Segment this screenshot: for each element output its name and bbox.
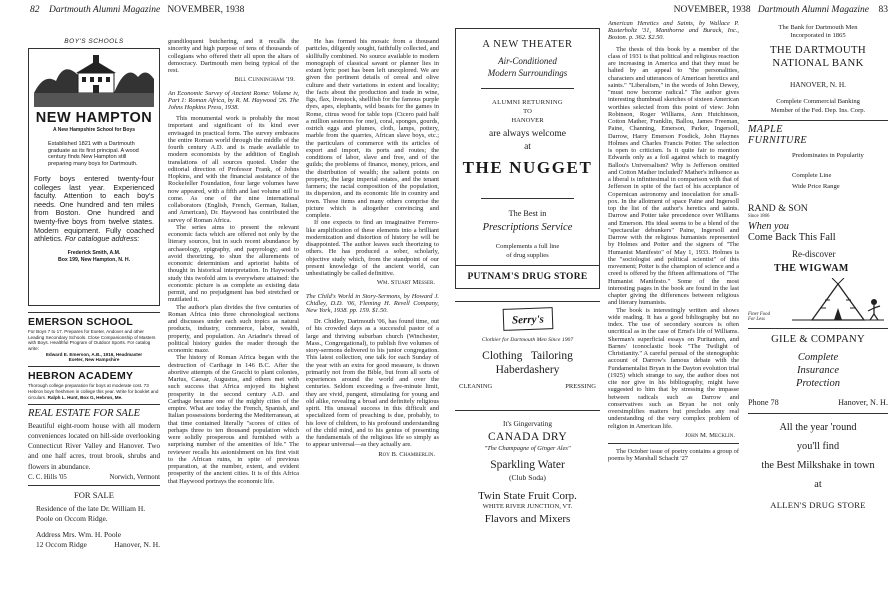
- hebron-contact: Ralph L. Hunt, Box G, Hebron, Me.: [47, 394, 123, 400]
- magazine-title: Dartmouth Alumni Magazine: [49, 5, 161, 15]
- wigwam-tent-icon: [792, 278, 884, 322]
- serrys-pressing: PRESSING: [565, 383, 596, 390]
- bank-line: The Bank for Dartmouth Men: [778, 24, 858, 31]
- gile-line: Complete: [797, 352, 839, 363]
- hebron-academy-name: HEBRON ACADEMY: [28, 370, 134, 383]
- review-heading: American Heretics and Saints, by Wallace P. Rusterholtz '31, Manthorne and Burack, Inc., Boston. p. 362. $2.50.: [608, 20, 739, 42]
- emerson-contact: Edward E. Emerson, A.B., 1916, Headmaster: [45, 352, 143, 358]
- divider: [481, 198, 574, 199]
- theater-at: at: [524, 142, 531, 152]
- twin-state-city: WHITE RIVER JUNCTION, VT.: [482, 503, 573, 510]
- allens-line: All the year 'round: [779, 422, 857, 433]
- issue-date: NOVEMBER, 1938: [167, 5, 245, 15]
- serrys-services: [459, 383, 596, 390]
- review-paragraph: He has formed his mosaic from a thousand particles, diligently sought, faithfully collected, and skillfully combined. No source available to modern monograph of classical savant or planner lies in extant lyric poet has been left unexplored. We are given the pertinent details of cereal and olive culture and their variations in extent and locality; the facts about the production and trade in wine, figs, flax, livestock, shellfish for the famous purple dyes, apes, elephants, wild beasts for the games in Rome, citrus wood for table tops (Cicero paid half a million sesterces for one), coral, sponges, gourds, ostrich eggs and plumes, cloth, lamps, pottery, marble from the quarries, African slave boys, etc.; the particulars of commerce with its articles of export and import, its ports and routes; the conditions of labor, slave and free, and of the guilds; the problems of finance, money, prices, and the distribution of wealth; the salient points on property, the large imperial estates, and the tenant farmers; the racial composition of the population, its dispersion, and its economic life in country and town. These items and many others comprise the picture which is altogether convincing and complete.: [306, 38, 439, 219]
- right-page-header: [674, 5, 888, 15]
- for-sale-title: FOR SALE: [74, 489, 114, 500]
- theater-alumni: TO: [523, 108, 532, 115]
- putnam-drug-store-name: PUTNAM'S DRUG STORE: [455, 265, 600, 289]
- rand-son-since: Since 1866: [748, 214, 770, 219]
- maple-furniture-ad: [748, 124, 888, 190]
- section-title: BOY'S SCHOOLS: [64, 38, 124, 45]
- real-estate-text: Beautiful eight-room house with all modern conveniences located on hill-side overlooking Connecticut River Valley and Hanover. Two and one half acres, trout brook, shrubs and flowers in abundance.: [28, 422, 160, 471]
- real-estate-title: REAL ESTATE FOR SALE: [28, 408, 141, 420]
- theater-title: A NEW THEATER: [482, 39, 573, 50]
- putnam-line: Prescriptions Service: [482, 222, 573, 233]
- gile-line: Protection: [796, 378, 840, 389]
- putnam-line: Complements a full line: [495, 243, 560, 250]
- review-paragraph: The book is interestingly written and shows wide reading. It has a good bibliography but no index. The use of secondary sources is often uncritical as in the case of Ernst's life of Williams. Sherman's superficial essays on Puritanism, and Barnes' iconoclastic book "The Twilight of Christianity." A careful perusal of the stenographic account of Darrow's famous debate with the Fundamentalist Bryan in the Dayton evolution trial (1925) which strange to say, the author does not cite nor give in his bibliography, might have suggested to him that by stressing the impasse between radicals such as Darrow and conservatives such as Bryan he not only oversimplifies matters but precludes any real understanding of the very complex problem of religion in American life.: [608, 306, 739, 430]
- bank-name: THE DARTMOUTH: [770, 44, 866, 56]
- twin-state-name: Twin State Fruit Corp.: [478, 490, 577, 502]
- gile-name: GILE & COMPANY: [771, 334, 865, 345]
- new-hampton-established: Established 1821 with a Dartmouth graduate as its first principal. A wood century finds New Hampton still preparing many boys for Dartmouth.: [48, 141, 139, 167]
- allens-name: ALLEN'S DRUG STORE: [770, 500, 866, 510]
- nugget-theater-ad: [455, 28, 600, 266]
- review-paragraph: If one expects to find an imaginative Ferrero-like amplification of these elements into a brilliant modernization and distortion of history he will be disappointed. The author leaves such theorizing to others. He has produced a sober, scholarly, objective study which, from the standpoint of our present knowledge of the ancient world, can unhesitatingly be called definitive.: [306, 219, 439, 277]
- review-column-1: [168, 38, 299, 600]
- maple-line: Complete Line: [792, 172, 832, 179]
- review-paragraph: The history of Roman Africa began with the destruction of Carthage in 146 B.C. After the abortive attempts of the Gracchi to plant colonies, Marius, Caesar, Augustus, and others met with such success that Africa enjoyed its highest prosperity in the second century A.D. and Carthage became one of the mighty cities of the empire. What are today the French, Spanish, and Italian possessions bordering the Mediterranean, at that time contained literally "scores of cities of perhaps three to ten thousand population which were solidly prosperous and furnished with a surprising number of the amenities of life." The reviewer recalls his astonishment on his first visit to the African ruins, in spite of previous preparation, at the number, extent, and evident prosperity of the ancient cities. It is of this Africa that Haywood portrays the economic life.: [168, 354, 299, 485]
- theater-alumni: HANOVER: [511, 117, 544, 124]
- gile-line: Insurance: [797, 365, 839, 376]
- divider: [28, 366, 160, 367]
- canada-dry-tag: "The Champagne of Ginger Ales": [484, 445, 571, 452]
- putnam-line: of drug supplies: [506, 252, 549, 259]
- allens-drug-store-ad: [748, 422, 888, 510]
- review-paragraph: The October issue of poetry contains a group of poems by Marshall Schacht '27: [608, 448, 739, 463]
- wigwam-line: Re-discover: [792, 249, 836, 259]
- new-hampton-principal: Frederick Smith, A.M.: [67, 249, 121, 256]
- theater-alumni: ALUMNI RETURNING: [492, 99, 563, 106]
- issue-date: NOVEMBER, 1938: [673, 5, 751, 15]
- magazine-title: Dartmouth Alumni Magazine: [757, 5, 869, 15]
- club-soda: (Club Soda): [509, 473, 546, 482]
- wigwam-line: When you: [748, 221, 789, 232]
- flavors-and-mixers: Flavors and Mixers: [484, 513, 571, 525]
- canada-dry-ad: [455, 411, 600, 525]
- theater-welcome: are always welcome: [488, 129, 567, 139]
- review-signature: John M. Mecklin.: [684, 431, 735, 439]
- rand-son: RAND & SON: [748, 203, 808, 214]
- divider: [608, 443, 739, 444]
- gile-contact-row: [748, 398, 888, 407]
- divider: [28, 312, 160, 313]
- center-ads-column: [455, 28, 600, 600]
- new-hampton-body: [34, 175, 154, 244]
- new-hampton-building-illustration: [34, 53, 154, 107]
- dartmouth-bank-ad: [748, 24, 888, 114]
- gile-phone: Phone 78: [748, 398, 779, 407]
- review-signature: Wm. Stuart Messer.: [376, 279, 435, 287]
- bank-name: NATIONAL BANK: [772, 57, 864, 69]
- allens-at: at: [814, 479, 822, 490]
- review-paragraph: The series aims to present the relevant economic facts which are offered not only by the literary sources, but in such recent abundance by archaeology, epigraphy, and papyrology; and to avoid theorizing, to shun the allurements of economic determinism and apriorist habits of thought in historical interpretation. In Haywood's study this twofold aim is everywhere attained: the economic picture is as complete as existing data permit, and no prejudgment has bed stretched or mutilated it.: [168, 223, 299, 304]
- wigwam-finer: [748, 312, 792, 322]
- serrys-ad: [455, 301, 600, 411]
- maple-title: MAPLE: [748, 124, 783, 135]
- allens-line: the Best Milkshake in town: [761, 460, 875, 471]
- review-paragraph: The thesis of this book by a member of the class of 1931 is that political and religious reaction are increasing in America and that they must be halted by an appeal to "the personalities, characters and utterances of American heretics and saints." "Liberalism," in the words of John Dewey, "must now become radical." The author gives interesting thumbnail sketches of sixteen American worthies selected from this point of view: John Robinson, Roger Williams, Ann Hutchinson, Cotton Mather, Franklin, Ballou, James Freeman, Paine, Channing, Emerson, Parker, Ingersoll, Darrow, Harry Emerson Fosdick, John Haynes Holmes and Charles Francis Potter. The selection is open to criticism. Is it quite fair to mention Edwards only as a foil against which to magnify Ballou's Universalism? Why is Jefferson omitted and Cotton Mather included? Mather's influence as a liberal is infinitesimal in comparison with that of Jefferson in spite of the fact of his acceptance of Copernican astronomy and inoculation for small-pox. In the allotment of space Paine and Ingersoll top the list of the author's heretics and saints. Darrow and Potter take precedence over Williams and Emerson. His ideal seems to be a blend of the "spectacular debunkers" Paine, Ingersoll and Darrow with the religious humanists represented by Holmes and Potter and the signers of "The Humanist Manifesto" of May 1, 1933. Holmes is the "sociologist and political scientist" of this movement; Potter is the champion of science and a creed is offered by the fifteen affirmations of "The Humanist Manifesto." Some of the most interesting pages in the book are found in the last chapter giving the differences between religious and literary humanists.: [608, 45, 739, 307]
- review-heading: The Child's World in Story-Sermons, by Howard J. Chidley, D.D. '06, Fleming H. Revell Company, New York, 1938. pp. 159. $1.50.: [306, 292, 439, 314]
- allens-line: you'll find: [796, 441, 840, 452]
- left-ads-column: [28, 38, 160, 600]
- putnam-line: The Best in: [508, 209, 547, 218]
- bank-line: Incorporated in 1865: [790, 32, 846, 39]
- review-column-3: [608, 20, 739, 600]
- divider: [28, 404, 160, 405]
- new-hampton-box: Box 199, New Hampton, N. H.: [57, 256, 131, 263]
- wigwam-finer-line: Finer Food: [748, 312, 770, 317]
- divider: [28, 485, 160, 486]
- wigwam-name: THE WIGWAM: [774, 263, 849, 274]
- wigwam-line: Come Back This Fall: [748, 232, 836, 243]
- real-estate-agent: C. C. Hills '05: [28, 473, 67, 481]
- serrys-logo: [502, 307, 553, 331]
- divider: [748, 328, 888, 329]
- divider: [481, 88, 574, 89]
- serrys-cleaning: CLEANING: [459, 383, 493, 390]
- new-hampton-name: NEW HAMPTON: [35, 110, 153, 126]
- nugget-name: THE NUGGET: [462, 158, 593, 177]
- wigwam-footer: [748, 278, 888, 322]
- hebron-text-body: Thorough college preparation for boys at moderate cost. 73 Hebron boys freshmen in college this year. Write for booklet and circulars.: [28, 383, 159, 400]
- sparkling-water: Sparkling Water: [490, 459, 565, 471]
- new-hampton-ad: [28, 48, 160, 306]
- review-paragraph: This monumental work is probably the most important and significant of its kind ever envisaged in practical form. The survey embraces the entire Roman world through the middle of the fourth century A.D. and is made available to modern economists by the addition of English translations of all sources quoted. Under the editorial direction of Professor Frank, of Johns Hopkins, and with the financial assistance of the Rockefeller Foundation, four large volumes have now appeared, with a fifth and last volume still to come. As one of the nine international collaborators (English, French, German, Italian, and American), Dr. Haywood has contributed the survey of Roman Africa.: [168, 115, 299, 224]
- bank-line: Member of the Fed. Dep. Ins. Corp.: [770, 107, 866, 114]
- emerson-school-text: For Boys 7 to 17. Prepares for Exeter, Andover and other Leading Secondary Schools. Close Companionship of Masters with Boys. Healthful Program of Outdoor Sports. For catalog write:: [28, 329, 156, 351]
- real-estate-town: Norwich, Vermont: [109, 473, 160, 481]
- maple-line: Wide Price Range: [792, 183, 840, 190]
- for-sale-text: Residence of the late Dr. William H. Poole on Occom Ridge.: [36, 503, 146, 524]
- serrys-logo-text: Serry's: [511, 313, 544, 327]
- review-column-2: [306, 38, 439, 600]
- left-page-header: [30, 5, 244, 15]
- maple-line: Predominates in Popularity: [792, 152, 864, 159]
- for-sale-address: 12 Occom Ridge: [36, 540, 87, 550]
- new-hampton-body-text: Forty boys entered twenty-four colleges last year. Experienced faculty. Attention to each boy's needs. One hundred and ten miles from Boston. One hundred and twenty-five boys from twelve states. Modern equipment. Fully coached athletics.: [34, 174, 154, 244]
- real-estate-agent-row: [28, 474, 160, 481]
- gile-town: Hanover, N. H.: [838, 398, 888, 407]
- review-paragraph: Dr. Chidley, Dartmouth '06, has found time, out of his crowded days as a successful pastor of a large and thriving suburban church (Winchester, Mass., Congregational), to publish five volumes of story-sermons delivered to his junior congregation. This latest collection, one talk for each Sunday of the year with an extra for good measure, is drawn primarily not from the Bible, but from all sorts of experiences around the world and over the centuries. Seldom exceeding a five-minute limit, they are vivid, pungent, stimulating for young and old alike, revealing a broad and definitely religious spirit. His unusual success in this difficult and specialized form of preaching is due, probably, to his love of children, to his profound understanding of the child mind, and to his genius of presenting the fundamentals of the religious life so simply as to appear universal—as they actually are.: [306, 318, 439, 449]
- bank-line: Complete Commercial Banking: [776, 98, 860, 105]
- maple-title: FURNITURE: [748, 135, 808, 146]
- new-hampton-tagline: A New Hampshire School for Boys: [52, 127, 136, 133]
- review-heading: An Economic Survey of Ancient Rome: Volume iv, Part 1: Roman Africa, by R. M. Haywood '26. The Johns Hopkins Press, 1938.: [168, 89, 299, 111]
- hebron-text: [28, 383, 160, 400]
- review-paragraph: The author's plan divides the five centuries of Roman Africa into three chronological sections and discusses under each such topics as natural products, industry, commerce, labor, wealth, property, and population. An Ariadne's thread of political history guides the reader through the economic maze.: [168, 303, 299, 355]
- gile-company-ad: [748, 334, 888, 407]
- theater-line: Air-Conditioned: [498, 56, 557, 66]
- page-number: 83: [878, 5, 888, 15]
- for-sale-address-label: Address Mrs. Wm. H. Poole: [36, 529, 122, 539]
- canada-dry-line: It's Gingervating: [503, 419, 552, 428]
- emerson-school-name: EMERSON SCHOOL: [28, 316, 134, 328]
- serrys-clothing: Clothing Tailoring: [482, 350, 573, 362]
- wigwam-ad: [748, 203, 888, 322]
- page-number: 82: [30, 5, 40, 15]
- review-paragraph: grandiloquent butchering, and it recalls the sincerity and high purpose of tens of thousands of collegians who offered their all upon the altars of democracy. Dartmouth men being typical of the rest.: [168, 38, 299, 74]
- new-hampton-catalogue: For catalogue address:: [64, 234, 140, 244]
- for-sale-address-row: [36, 540, 160, 551]
- divider: [748, 413, 888, 414]
- divider: [748, 120, 888, 121]
- canada-dry-name: CANADA DRY: [487, 431, 568, 443]
- theater-line: Modern Surroundings: [487, 68, 568, 78]
- for-sale-town: Hanover, N. H.: [114, 540, 160, 550]
- serrys-haberdashery: Haberdashery: [495, 364, 560, 376]
- emerson-city: Exeter, New Hampshire: [68, 357, 120, 363]
- wigwam-finer-line: For Less: [748, 317, 765, 322]
- right-ads-column: [748, 24, 888, 600]
- review-signature: Bill Cunningham '19.: [234, 76, 295, 84]
- review-signature: Roy B. Chamberlin.: [378, 450, 435, 458]
- serrys-tag: Clothier for Dartmouth Men Since 1907: [481, 337, 574, 343]
- bank-town: HANOVER, N. H.: [789, 80, 847, 89]
